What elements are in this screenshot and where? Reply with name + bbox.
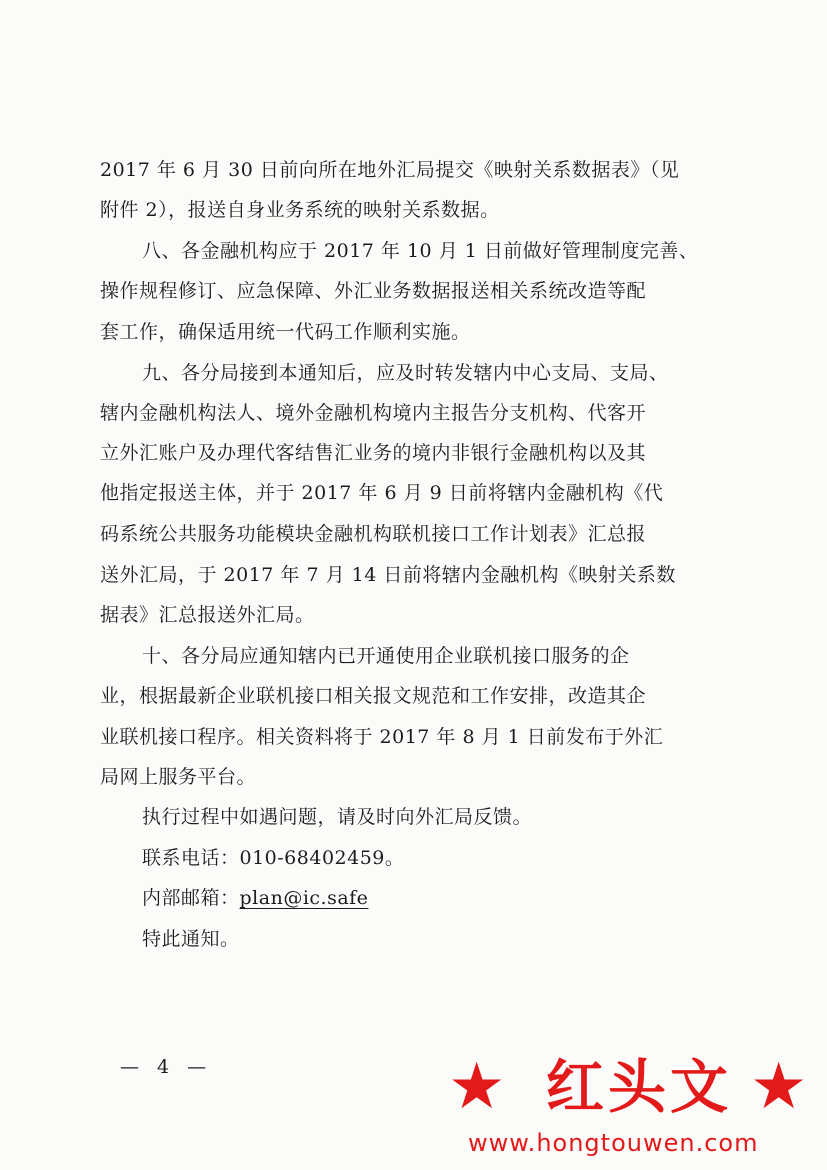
paragraph-9-line-5: 码系统公共服务功能模块金融机构联机接口工作计划表》汇总报 — [100, 523, 647, 545]
paragraph-10-line-3: 业联机接口程序。相关资料将于 2017 年 8 月 1 日前发布于外汇 — [100, 726, 664, 748]
watermark-url: www.hongtouwen.com — [468, 1129, 759, 1157]
closing-feedback-line: 执行过程中如遇问题，请及时向外汇局反馈。 — [142, 806, 533, 828]
paragraph-8-line-3: 套工作，确保适用统一代码工作顺利实施。 — [100, 321, 471, 343]
page-number: — 4 — — [120, 1056, 213, 1078]
watermark-title: 红头文 — [545, 1053, 732, 1121]
email-link[interactable]: plan@ic.safe — [239, 887, 369, 909]
star-icon: ★ — [448, 1050, 506, 1124]
paragraph-9-line-2: 辖内金融机构法人、境外金融机构境内主报告分支机构、代客开 — [100, 402, 647, 424]
paragraph-10-line-4: 局网上服务平台。 — [100, 766, 257, 788]
email-label: 内部邮箱： — [142, 887, 240, 909]
closing-notice-line: 特此通知。 — [142, 928, 240, 950]
paragraph-9-line-6: 送外汇局，于 2017 年 7 月 14 日前将辖内金融机构《映射关系数 — [100, 564, 676, 586]
watermark — [448, 1052, 818, 1164]
paragraph-8-line-2: 操作规程修订、应急保障、外汇业务数据报送相关系统改造等配 — [100, 280, 647, 302]
paragraph-8-line-1: 八、各金融机构应于 2017 年 10 月 1 日前做好管理制度完善、 — [142, 240, 699, 262]
contact-phone-line: 联系电话：010-68402459。 — [142, 847, 405, 869]
contact-email-line — [142, 886, 368, 910]
paragraph-9-line-7: 据表》汇总报送外汇局。 — [100, 604, 315, 626]
paragraph-9-line-4: 他指定报送主体，并于 2017 年 6 月 9 日前将辖内金融机构《代 — [100, 482, 664, 504]
body-line-1: 2017 年 6 月 30 日前向所在地外汇局提交《映射关系数据表》（见 — [100, 159, 680, 181]
paragraph-10-line-1: 十、各分局应通知辖内已开通使用企业联机接口服务的企 — [142, 645, 630, 667]
paragraph-9-line-1: 九、各分局接到本通知后，应及时转发辖内中心支局、支局、 — [142, 362, 669, 384]
star-icon: ★ — [750, 1050, 808, 1124]
paragraph-9-line-3: 立外汇账户及办理代客结售汇业务的境内非银行金融机构以及其 — [100, 442, 647, 464]
paragraph-10-line-2: 业，根据最新企业联机接口相关报文规范和工作安排，改造其企 — [100, 685, 647, 707]
body-line-2: 附件 2），报送自身业务系统的映射关系数据。 — [100, 199, 500, 221]
